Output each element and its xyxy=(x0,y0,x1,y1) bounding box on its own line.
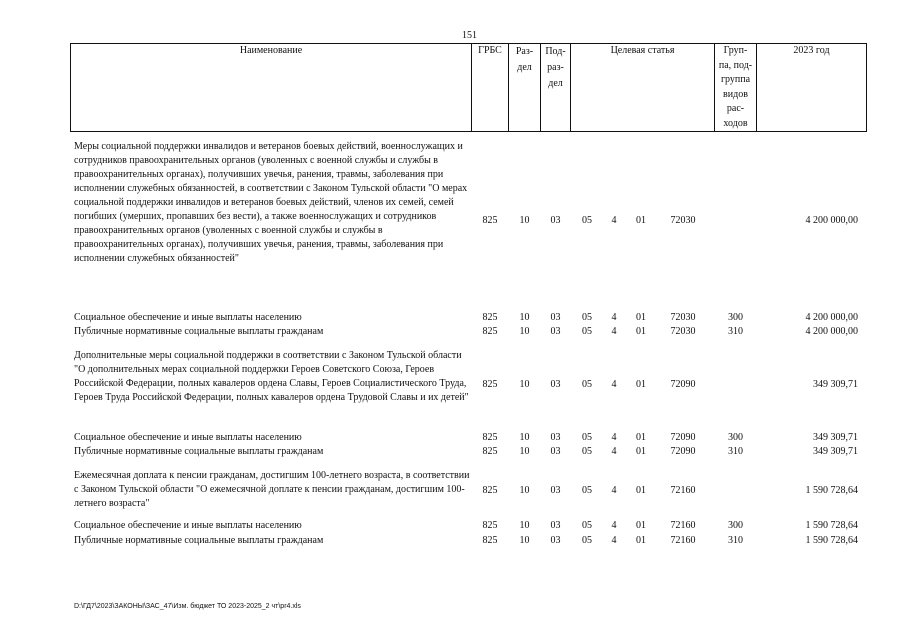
row-target-program: 05 xyxy=(582,485,592,496)
header-target-article: Целевая статья xyxy=(610,45,675,56)
row-target-type: 4 xyxy=(611,432,617,443)
row-podrazdel: 03 xyxy=(550,215,561,226)
row-target-type: 4 xyxy=(611,326,617,337)
row-target-event: 01 xyxy=(636,485,646,496)
row-name: Дополнительные меры социальной поддержки в соответствии с Законом Тульской области "О дополнительных мерах социальной поддержки Героев Советского Союза, Героев Российской Федерации, полных кавалеров ордена Славы, Героев Социалистического Труда, Героев Труда Российской Федерации, полных кавалеров ордена Трудовой Славы и их детей" xyxy=(74,350,469,403)
row-target-program: 05 xyxy=(582,432,592,443)
row-grbs: 825 xyxy=(482,446,498,457)
row-podrazdel: 03 xyxy=(550,312,561,323)
row-target-event: 01 xyxy=(636,379,646,390)
row-name: Меры социальной поддержки инвалидов и ветеранов боевых действий, военнослужащих и сотрудников правоохранительных органов (уволенных с военной службы и службы в правоохранительных органах), получивших увечья, ранения, травмы, заболевания при исполнении служебных обязанностей, в соответствии с Законом Тульской области "О мерах социальной поддержки инвалидов и ветеранов боевых действий, членов их семей, семей погибших (умерших, пропавших без вести), а также военнослужащих и сотрудников правоохранительных органов (уволенных с военной службы и службы в правоохранительных органах), получивших увечья, ранения, травмы, заболевания при исполнении служебных обязанностей" xyxy=(74,141,468,264)
row-target-code: 72160 xyxy=(670,520,696,531)
row-podrazdel: 03 xyxy=(550,485,561,496)
row-target-code: 72090 xyxy=(670,432,696,443)
row-amount: 1 590 728,64 xyxy=(805,535,858,546)
row-expense-group: 310 xyxy=(728,535,743,546)
header-name: Наименование xyxy=(239,45,303,56)
row-target-program: 05 xyxy=(582,535,592,546)
row-target-code: 72090 xyxy=(670,446,696,457)
row-target-code: 72160 xyxy=(670,535,696,546)
header-year: 2023 год xyxy=(793,45,830,56)
page-number: 151 xyxy=(462,30,477,41)
row-amount: 4 200 000,00 xyxy=(805,326,858,337)
row-target-type: 4 xyxy=(611,535,617,546)
row-target-program: 05 xyxy=(582,215,592,226)
row-name: Социальное обеспечение и иные выплаты населению xyxy=(74,432,302,443)
row-razdel: 10 xyxy=(519,312,530,323)
row-grbs: 825 xyxy=(482,485,498,496)
row-podrazdel: 03 xyxy=(550,379,561,390)
row-amount: 349 309,71 xyxy=(813,432,858,443)
row-target-type: 4 xyxy=(611,215,617,226)
header-grbs: ГРБС xyxy=(478,45,502,56)
row-razdel: 10 xyxy=(519,326,530,337)
row-name: Социальное обеспечение и иные выплаты населению xyxy=(74,312,302,323)
row-razdel: 10 xyxy=(519,485,530,496)
row-target-program: 05 xyxy=(582,379,592,390)
row-target-event: 01 xyxy=(636,446,646,457)
row-grbs: 825 xyxy=(482,379,498,390)
row-grbs: 825 xyxy=(482,535,498,546)
row-expense-group: 310 xyxy=(728,446,743,457)
row-expense-group: 300 xyxy=(728,432,743,443)
row-target-event: 01 xyxy=(636,312,646,323)
row-target-code: 72030 xyxy=(670,312,696,323)
row-target-type: 4 xyxy=(611,485,617,496)
header-expense-group: Груп- па, под- группа видов рас- ходов xyxy=(718,45,753,129)
row-target-program: 05 xyxy=(582,446,592,457)
row-podrazdel: 03 xyxy=(550,432,561,443)
row-target-code: 72030 xyxy=(670,215,696,226)
row-target-program: 05 xyxy=(582,312,592,323)
row-amount: 1 590 728,64 xyxy=(805,485,858,496)
row-target-event: 01 xyxy=(636,326,646,337)
row-podrazdel: 03 xyxy=(550,446,561,457)
row-target-event: 01 xyxy=(636,535,646,546)
row-target-event: 01 xyxy=(636,432,646,443)
row-amount: 1 590 728,64 xyxy=(805,520,858,531)
row-amount: 349 309,71 xyxy=(813,446,858,457)
row-expense-group: 300 xyxy=(728,520,743,531)
row-grbs: 825 xyxy=(482,312,498,323)
row-amount: 4 200 000,00 xyxy=(805,312,858,323)
row-target-type: 4 xyxy=(611,379,617,390)
row-grbs: 825 xyxy=(482,215,498,226)
row-expense-group: 310 xyxy=(728,326,743,337)
row-grbs: 825 xyxy=(482,520,498,531)
row-name: Ежемесячная доплата к пенсии гражданам, достигшим 100-летнего возраста, в соответствии с Законом Тульской области "О ежемесячной доплате к пенсии гражданам, достигшим 100-летнего возраста" xyxy=(74,470,470,509)
row-target-code: 72090 xyxy=(670,379,696,390)
row-name: Публичные нормативные социальные выплаты гражданам xyxy=(74,535,324,546)
row-target-event: 01 xyxy=(636,215,646,226)
row-razdel: 10 xyxy=(519,379,530,390)
row-target-type: 4 xyxy=(611,520,617,531)
file-path-footer: D:\ГД7\2023\ЗАКОНЫ\ЗАС_47\Изм. бюджет ТО 2023-2025_2 чт\pr4.xls xyxy=(74,603,301,610)
row-target-code: 72030 xyxy=(670,326,696,337)
row-target-program: 05 xyxy=(582,520,592,531)
row-name: Социальное обеспечение и иные выплаты населению xyxy=(74,520,302,531)
row-podrazdel: 03 xyxy=(550,535,561,546)
header-razdel: Раз- дел xyxy=(515,46,534,73)
row-target-event: 01 xyxy=(636,520,646,531)
row-razdel: 10 xyxy=(519,535,530,546)
row-razdel: 10 xyxy=(519,520,530,531)
row-target-type: 4 xyxy=(611,446,617,457)
row-podrazdel: 03 xyxy=(550,326,561,337)
row-name: Публичные нормативные социальные выплаты гражданам xyxy=(74,446,324,457)
row-amount: 349 309,71 xyxy=(813,379,858,390)
row-name: Публичные нормативные социальные выплаты гражданам xyxy=(74,326,324,337)
row-target-program: 05 xyxy=(582,326,592,337)
row-expense-group: 300 xyxy=(728,312,743,323)
row-grbs: 825 xyxy=(482,432,498,443)
row-razdel: 10 xyxy=(519,432,530,443)
row-target-type: 4 xyxy=(611,312,617,323)
row-podrazdel: 03 xyxy=(550,520,561,531)
row-grbs: 825 xyxy=(482,326,498,337)
row-amount: 4 200 000,00 xyxy=(805,215,858,226)
row-target-code: 72160 xyxy=(670,485,696,496)
row-razdel: 10 xyxy=(519,215,530,226)
row-razdel: 10 xyxy=(519,446,530,457)
header-bottom-border xyxy=(70,131,867,132)
header-divider xyxy=(866,43,867,132)
header-podrazdel: Под- раз- дел xyxy=(545,46,566,89)
